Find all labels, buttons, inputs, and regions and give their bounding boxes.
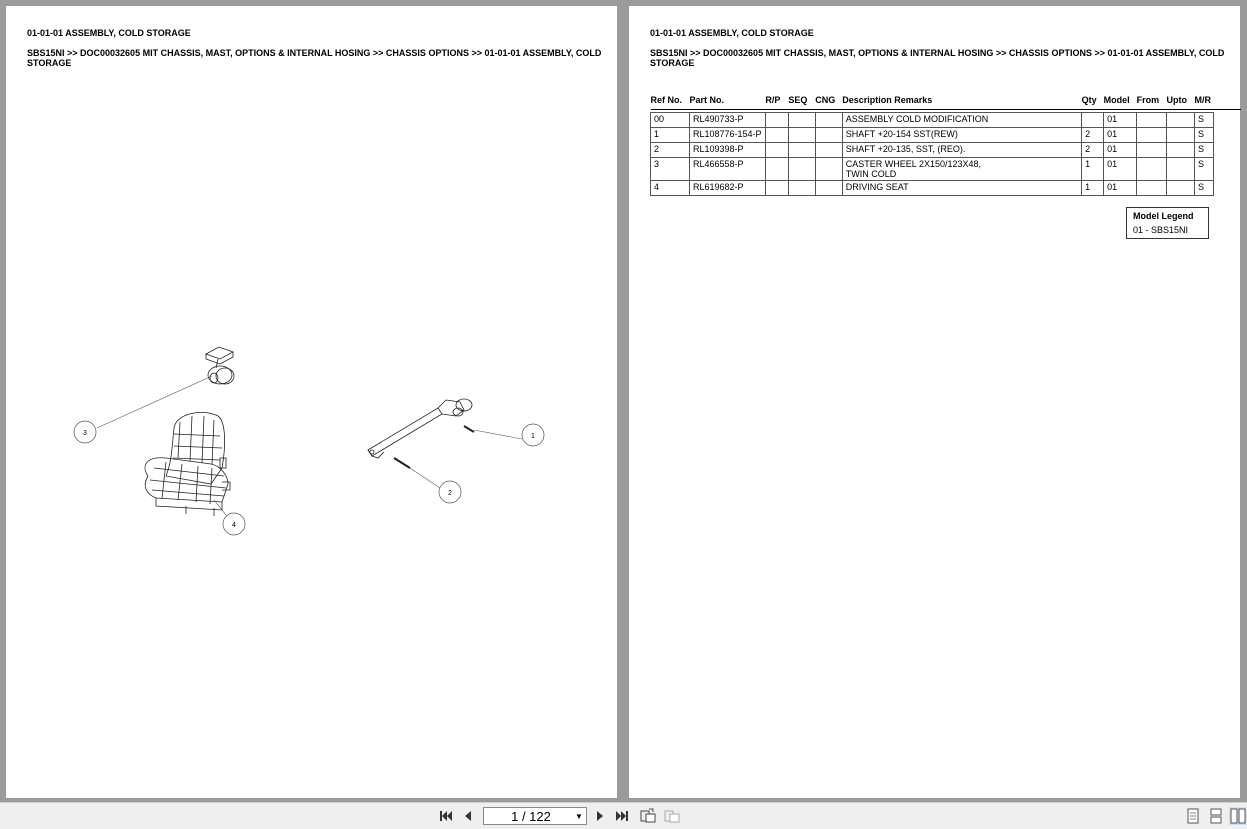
ref-cell: 3 bbox=[651, 158, 690, 181]
from-cell bbox=[1137, 181, 1167, 196]
part-cell: RL108776-154-P bbox=[689, 128, 765, 143]
page-number-field[interactable] bbox=[483, 807, 587, 825]
part-cell: RL109398-P bbox=[689, 143, 765, 158]
upto-cell bbox=[1167, 181, 1195, 196]
cng-cell bbox=[815, 128, 842, 143]
rp-cell bbox=[765, 181, 788, 196]
chevron-down-icon[interactable]: ▼ bbox=[575, 811, 583, 821]
column-header: Model bbox=[1104, 93, 1137, 110]
seq-cell bbox=[788, 158, 815, 181]
upto-cell bbox=[1167, 128, 1195, 143]
table-row bbox=[651, 181, 1242, 196]
mr-cell: S bbox=[1195, 158, 1214, 181]
from-cell bbox=[1137, 128, 1167, 143]
part-cell: RL466558-P bbox=[689, 158, 765, 181]
cng-cell bbox=[815, 158, 842, 181]
model-legend bbox=[1126, 207, 1209, 239]
model-cell: 01 bbox=[1104, 181, 1137, 196]
desc-cell: ASSEMBLY COLD MODIFICATION bbox=[842, 113, 1081, 128]
table-header bbox=[651, 93, 1242, 110]
first-page-icon bbox=[439, 809, 453, 823]
model-cell: 01 bbox=[1104, 143, 1137, 158]
right-page bbox=[629, 6, 1240, 798]
legend-heading: Model Legend bbox=[1133, 211, 1194, 221]
table-row bbox=[651, 113, 1242, 128]
callout-3 bbox=[74, 421, 96, 443]
model-cell: 01 bbox=[1104, 113, 1137, 128]
shaft-drawing bbox=[394, 458, 410, 468]
desc-cell: DRIVING SEAT bbox=[842, 181, 1081, 196]
column-header: From bbox=[1137, 93, 1167, 110]
qty-cell: 2 bbox=[1082, 143, 1104, 158]
column-header: Qty bbox=[1082, 93, 1104, 110]
last-page-icon bbox=[615, 809, 629, 823]
column-header: Upto bbox=[1167, 93, 1195, 110]
callout-1 bbox=[522, 424, 544, 446]
breadcrumb: SBS15NI >> DOC00032605 MIT CHASSIS, MAST, OPTIONS & INTERNAL HOSING >> CHASSIS OPTIONS >> 01-01-01 ASSEMBLY, COLD STORAGE bbox=[650, 48, 1225, 68]
qty-cell: 1 bbox=[1082, 181, 1104, 196]
column-header: SEQ bbox=[788, 93, 815, 110]
model-cell: 01 bbox=[1104, 158, 1137, 181]
seq-cell bbox=[788, 143, 815, 158]
from-cell bbox=[1137, 143, 1167, 158]
table-row bbox=[651, 158, 1242, 181]
qty-cell: 2 bbox=[1082, 128, 1104, 143]
rotate-back-button[interactable] bbox=[663, 807, 681, 825]
upto-cell bbox=[1167, 158, 1195, 181]
from-cell bbox=[1137, 158, 1167, 181]
continuous-icon bbox=[1210, 808, 1222, 824]
prev-page-button[interactable] bbox=[460, 807, 476, 825]
rp-cell bbox=[765, 143, 788, 158]
last-page-button[interactable] bbox=[614, 807, 630, 825]
rotate-icon bbox=[640, 808, 656, 824]
column-header: M/R bbox=[1195, 93, 1214, 110]
desc-cell: SHAFT +20-135, SST, (REO). bbox=[842, 143, 1081, 158]
desc-cell: CASTER WHEEL 2X150/123X48, TWIN COLD bbox=[842, 158, 1081, 181]
two-page-view-button[interactable] bbox=[1229, 807, 1247, 825]
ref-cell: 4 bbox=[651, 181, 690, 196]
column-header: CNG bbox=[815, 93, 842, 110]
cng-cell bbox=[815, 181, 842, 196]
two-page-icon bbox=[1230, 808, 1246, 824]
seq-cell bbox=[788, 128, 815, 143]
exploded-parts-diagram bbox=[6, 6, 617, 798]
column-header: Part No. bbox=[689, 93, 765, 110]
rp-cell bbox=[765, 158, 788, 181]
seq-cell bbox=[788, 113, 815, 128]
next-page-button[interactable] bbox=[592, 807, 608, 825]
rp-cell bbox=[765, 113, 788, 128]
page-title: 01-01-01 ASSEMBLY, COLD STORAGE bbox=[650, 28, 814, 38]
breadcrumb: SBS15NI >> DOC00032605 MIT CHASSIS, MAST, OPTIONS & INTERNAL HOSING >> CHASSIS OPTIONS >> 01-01-01 ASSEMBLY, COLD STORAGE bbox=[27, 48, 602, 68]
callout-4 bbox=[223, 513, 245, 535]
cng-cell bbox=[815, 113, 842, 128]
svg-text:1: 1 bbox=[531, 433, 535, 440]
rotate-button[interactable] bbox=[639, 807, 657, 825]
column-header: Ref No. bbox=[651, 93, 690, 110]
page-number-value: 1 / 122 bbox=[511, 808, 551, 824]
part-cell: RL619682-P bbox=[689, 181, 765, 196]
column-header: R/P bbox=[765, 93, 788, 110]
continuous-view-button[interactable] bbox=[1208, 807, 1224, 825]
left-page bbox=[6, 6, 617, 798]
table-row bbox=[651, 143, 1242, 158]
table-row bbox=[651, 128, 1242, 143]
parts-table bbox=[650, 93, 1241, 196]
upto-cell bbox=[1167, 113, 1195, 128]
svg-text:4: 4 bbox=[232, 522, 236, 529]
caster-wheel-drawing bbox=[206, 347, 234, 384]
mr-cell: S bbox=[1195, 128, 1214, 143]
qty-cell: 1 bbox=[1082, 158, 1104, 181]
ref-cell: 00 bbox=[651, 113, 690, 128]
prev-page-icon bbox=[462, 809, 474, 823]
first-page-button[interactable] bbox=[438, 807, 454, 825]
rp-cell bbox=[765, 128, 788, 143]
cng-cell bbox=[815, 143, 842, 158]
model-cell: 01 bbox=[1104, 128, 1137, 143]
shaft-assembly-drawing bbox=[368, 399, 474, 458]
callout-2 bbox=[439, 481, 461, 503]
rotate-back-icon bbox=[664, 808, 680, 824]
single-page-view-button[interactable] bbox=[1185, 807, 1201, 825]
svg-text:2: 2 bbox=[448, 490, 452, 497]
svg-text:3: 3 bbox=[83, 430, 87, 437]
ref-cell: 2 bbox=[651, 143, 690, 158]
next-page-icon bbox=[594, 809, 606, 823]
part-cell: RL490733-P bbox=[689, 113, 765, 128]
column-header: Description Remarks bbox=[842, 93, 1081, 110]
mr-cell: S bbox=[1195, 143, 1214, 158]
single-page-icon bbox=[1187, 808, 1199, 824]
upto-cell bbox=[1167, 143, 1195, 158]
from-cell bbox=[1137, 113, 1167, 128]
mr-cell: S bbox=[1195, 181, 1214, 196]
desc-cell: SHAFT +20-154 SST(REW) bbox=[842, 128, 1081, 143]
legend-entry: 01 - SBS15NI bbox=[1133, 225, 1189, 235]
driving-seat-drawing bbox=[145, 412, 230, 516]
mr-cell: S bbox=[1195, 113, 1214, 128]
qty-cell bbox=[1082, 113, 1104, 128]
viewer-toolbar bbox=[0, 802, 1247, 829]
page-title: 01-01-01 ASSEMBLY, COLD STORAGE bbox=[27, 28, 191, 38]
ref-cell: 1 bbox=[651, 128, 690, 143]
seq-cell bbox=[788, 181, 815, 196]
